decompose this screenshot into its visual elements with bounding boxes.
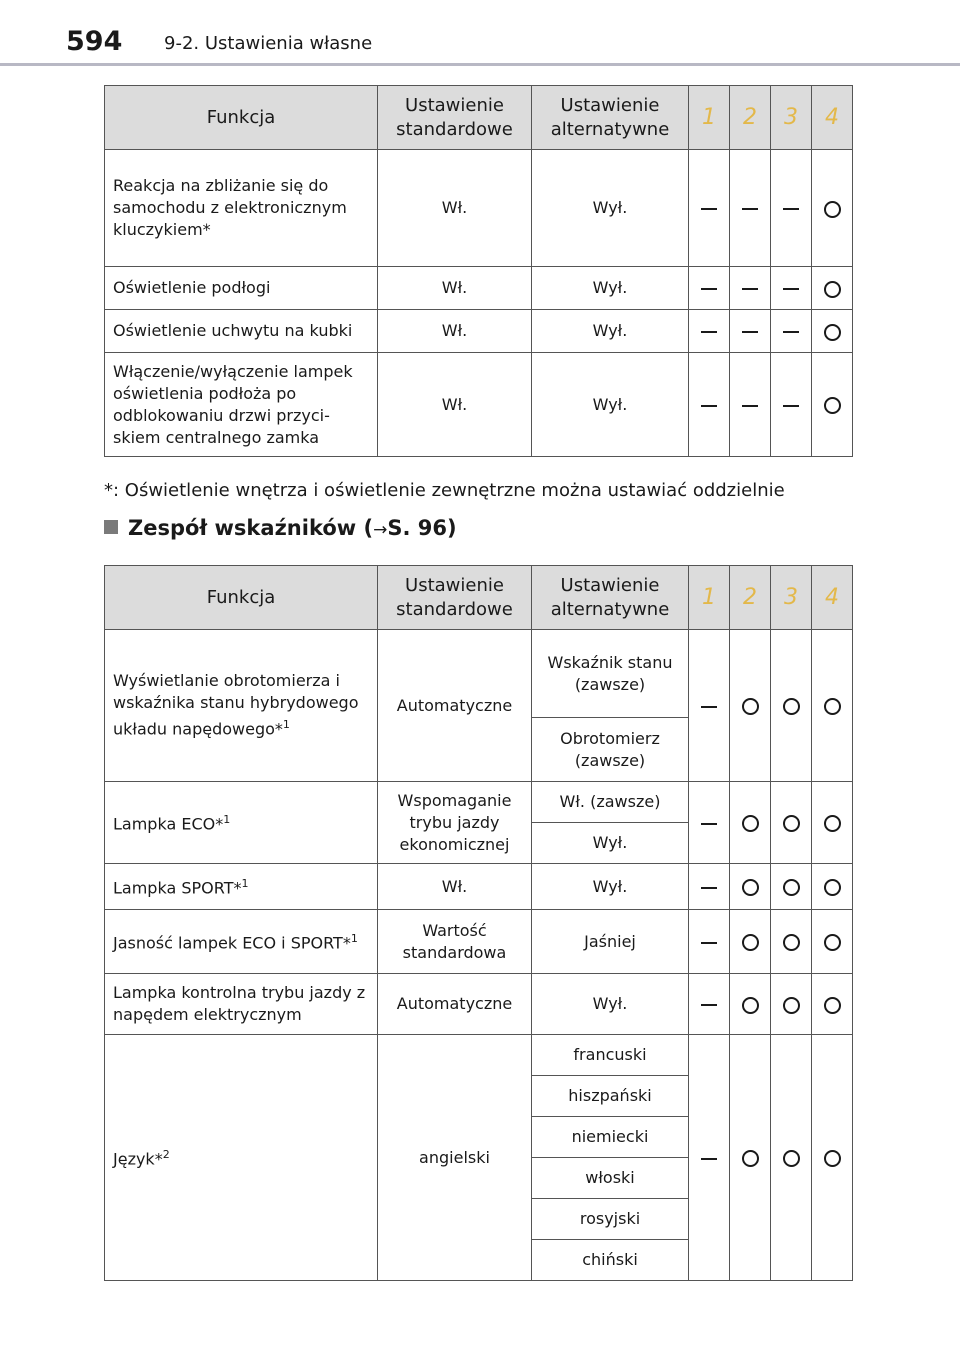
circle-mark bbox=[824, 201, 841, 218]
dash-mark bbox=[701, 405, 717, 407]
page-number: 594 bbox=[66, 26, 123, 57]
square-bullet-icon bbox=[104, 520, 118, 534]
col-default: Ustawienie standardowe bbox=[378, 86, 532, 150]
dash-mark bbox=[701, 942, 717, 944]
dash-mark bbox=[742, 288, 758, 290]
num-4-badge: 4 bbox=[825, 584, 839, 610]
circle-mark bbox=[824, 281, 841, 298]
dash-mark bbox=[742, 208, 758, 210]
table-row bbox=[105, 353, 853, 457]
col-alternative: Ustawienie alternatywne bbox=[532, 86, 689, 150]
dash-mark bbox=[783, 208, 799, 210]
dash-mark bbox=[701, 887, 717, 889]
alternative-cell: hiszpański bbox=[532, 1076, 689, 1117]
function-cell: Włączenie/wyłączenie lampek oświetlenia podłoża po odblokowaniu drzwi przyci- skiem centralnego zamka bbox=[105, 353, 378, 457]
default-cell: Wł. bbox=[378, 864, 532, 910]
default-cell: Wł. bbox=[378, 353, 532, 457]
settings-table-2 bbox=[104, 565, 853, 1281]
alternative-cell: rosyjski bbox=[532, 1199, 689, 1240]
alternative-cell: niemiecki bbox=[532, 1117, 689, 1158]
dash-mark bbox=[701, 331, 717, 333]
circle-mark bbox=[824, 879, 841, 896]
alternative-cell: Wył. bbox=[532, 353, 689, 457]
col-default: Ustawienie standardowe bbox=[378, 566, 532, 630]
alternative-cell: Wył. bbox=[532, 310, 689, 353]
dash-mark bbox=[701, 1004, 717, 1006]
circle-mark bbox=[824, 934, 841, 951]
default-cell: Wł. bbox=[378, 267, 532, 310]
dash-mark bbox=[783, 331, 799, 333]
alternative-cell: chiński bbox=[532, 1240, 689, 1281]
col-1 bbox=[689, 86, 730, 150]
page-header bbox=[0, 0, 960, 64]
circle-mark bbox=[783, 879, 800, 896]
table-row bbox=[105, 150, 853, 267]
function-cell: Jasność lampek ECO i SPORT*$^1$ bbox=[105, 910, 378, 974]
circle-mark bbox=[742, 1150, 759, 1167]
num-3-badge: 3 bbox=[784, 584, 798, 610]
arrow-icon: → bbox=[373, 520, 388, 540]
dash-mark bbox=[783, 288, 799, 290]
alternative-cell: Wył. bbox=[532, 150, 689, 267]
function-cell: Lampka SPORT*$^1$ bbox=[105, 864, 378, 910]
num-2-badge: 2 bbox=[743, 104, 757, 130]
function-cell: Język*$^2$ bbox=[105, 1035, 378, 1281]
function-cell: Reakcja na zbliżanie się do samochodu z elektronicznym kluczykiem* bbox=[105, 150, 378, 267]
circle-mark bbox=[742, 934, 759, 951]
circle-mark bbox=[783, 698, 800, 715]
num-1-badge: 1 bbox=[702, 584, 716, 610]
alternative-cell: Wył. bbox=[532, 974, 689, 1035]
num-3-badge: 3 bbox=[784, 104, 798, 130]
col-1 bbox=[689, 566, 730, 630]
circle-mark bbox=[824, 997, 841, 1014]
default-cell: Wspomaganie trybu jazdy ekonomicznej bbox=[378, 782, 532, 864]
dash-mark bbox=[742, 331, 758, 333]
circle-mark bbox=[742, 997, 759, 1014]
default-cell: angielski bbox=[378, 1035, 532, 1281]
header-rule bbox=[0, 63, 960, 66]
table-row bbox=[105, 267, 853, 310]
table-header-row bbox=[105, 86, 853, 150]
settings-table-1 bbox=[104, 85, 853, 457]
circle-mark bbox=[824, 324, 841, 341]
circle-mark bbox=[783, 815, 800, 832]
circle-mark bbox=[742, 698, 759, 715]
function-cell: Wyświetlanie obrotomierza i wskaźnika stanu hybrydowego układu napędowego*$^1$ bbox=[105, 630, 378, 782]
subsection-heading bbox=[104, 516, 457, 540]
alternative-cell: Jaśniej bbox=[532, 910, 689, 974]
alternative-cell: Obrotomierz (zawsze) bbox=[532, 718, 689, 782]
circle-mark bbox=[824, 1150, 841, 1167]
alternative-cell: Wył. bbox=[532, 267, 689, 310]
table-row bbox=[105, 630, 853, 718]
table-row bbox=[105, 910, 853, 974]
function-cell: Oświetlenie uchwytu na kubki bbox=[105, 310, 378, 353]
num-1-badge: 1 bbox=[702, 104, 716, 130]
dash-mark bbox=[701, 288, 717, 290]
default-cell: Wł. bbox=[378, 310, 532, 353]
table-header-row bbox=[105, 566, 853, 630]
table-row bbox=[105, 864, 853, 910]
circle-mark bbox=[824, 397, 841, 414]
table-row bbox=[105, 1035, 853, 1076]
circle-mark bbox=[783, 934, 800, 951]
circle-mark bbox=[742, 815, 759, 832]
subsection-title: Zespół wskaźników ( bbox=[128, 516, 374, 540]
table-row bbox=[105, 310, 853, 353]
dash-mark bbox=[701, 1158, 717, 1160]
circle-mark bbox=[742, 879, 759, 896]
circle-mark bbox=[783, 997, 800, 1014]
table-row bbox=[105, 974, 853, 1035]
alternative-cell: włoski bbox=[532, 1158, 689, 1199]
dash-mark bbox=[701, 706, 717, 708]
default-cell: Wł. bbox=[378, 150, 532, 267]
circle-mark bbox=[824, 815, 841, 832]
num-2-badge: 2 bbox=[743, 584, 757, 610]
col-2 bbox=[730, 86, 771, 150]
function-cell: Oświetlenie podłogi bbox=[105, 267, 378, 310]
subsection-ref: S. 96) bbox=[387, 516, 457, 540]
alternative-cell: Wskaźnik stanu (zawsze) bbox=[532, 630, 689, 718]
default-cell: Wartość standardowa bbox=[378, 910, 532, 974]
function-cell: Lampka ECO*$^1$ bbox=[105, 782, 378, 864]
col-3 bbox=[771, 86, 812, 150]
col-function: Funkcja bbox=[105, 86, 378, 150]
col-3 bbox=[771, 566, 812, 630]
dash-mark bbox=[742, 405, 758, 407]
dash-mark bbox=[783, 405, 799, 407]
col-2 bbox=[730, 566, 771, 630]
alternative-cell: francuski bbox=[532, 1035, 689, 1076]
col-4 bbox=[812, 566, 853, 630]
footnote: *: Oświetlenie wnętrza i oświetlenie zewnętrzne można ustawiać oddzielnie bbox=[104, 480, 785, 501]
table-row bbox=[105, 782, 853, 823]
section-title: 9-2. Ustawienia własne bbox=[164, 33, 373, 54]
dash-mark bbox=[701, 208, 717, 210]
alternative-cell: Wł. (zawsze) bbox=[532, 782, 689, 823]
dash-mark bbox=[701, 823, 717, 825]
circle-mark bbox=[824, 698, 841, 715]
col-alternative: Ustawienie alternatywne bbox=[532, 566, 689, 630]
col-4 bbox=[812, 86, 853, 150]
alternative-cell: Wył. bbox=[532, 864, 689, 910]
default-cell: Automatyczne bbox=[378, 630, 532, 782]
num-4-badge: 4 bbox=[825, 104, 839, 130]
col-function: Funkcja bbox=[105, 566, 378, 630]
circle-mark bbox=[783, 1150, 800, 1167]
alternative-cell: Wył. bbox=[532, 823, 689, 864]
default-cell: Automatyczne bbox=[378, 974, 532, 1035]
function-cell: Lampka kontrolna trybu jazdy z napędem elektrycznym bbox=[105, 974, 378, 1035]
